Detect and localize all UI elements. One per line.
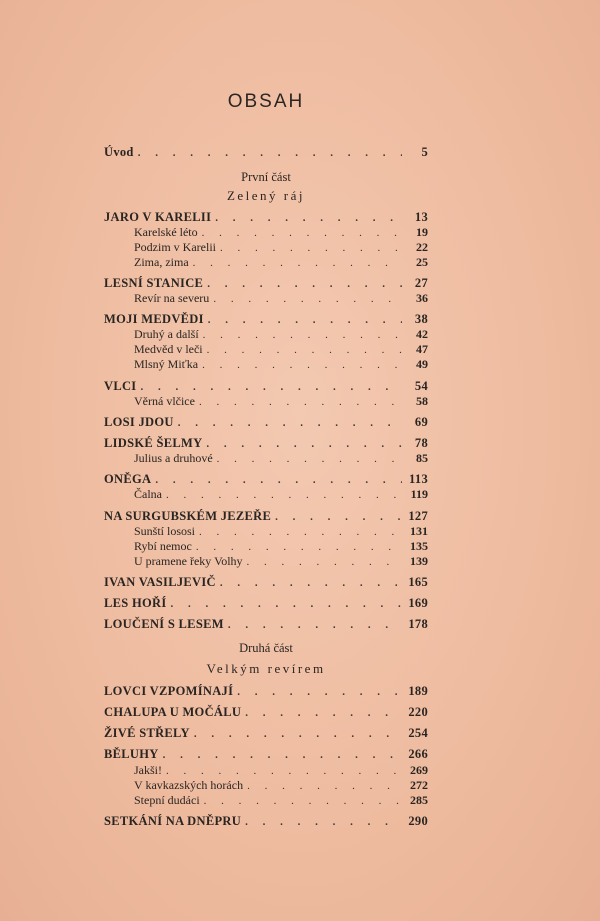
toc-label: Věrná vlčice	[134, 394, 195, 408]
toc-entry	[134, 341, 428, 357]
toc-page-number: 58	[416, 394, 428, 408]
toc-label: NA SURGUBSKÉM JEZEŘE	[104, 509, 272, 523]
leader-dots	[166, 487, 402, 503]
toc-page-number: 54	[414, 379, 428, 393]
toc-label: Čalna	[134, 487, 162, 501]
toc-page-number: 27	[414, 276, 428, 290]
toc-label: Revír na severu	[134, 291, 210, 305]
toc-entry	[134, 777, 428, 793]
toc-page-number: 13	[414, 210, 428, 224]
toc-page-number: 189	[408, 684, 428, 698]
toc-page-number: 169	[408, 596, 428, 610]
toc-entry-intro	[104, 144, 428, 160]
toc-page-number: 135	[410, 539, 428, 553]
part-title: Zelený ráj	[226, 188, 306, 203]
toc-label: MOJI MEDVĚDI	[104, 312, 204, 326]
toc-label: Stepní dudáci	[134, 793, 200, 807]
toc-page-number: 178	[408, 617, 428, 631]
toc-entry	[134, 326, 428, 342]
part-heading: První část	[241, 170, 291, 184]
toc-page-number: 19	[416, 225, 428, 239]
toc-label: Medvěd v leči	[134, 342, 203, 356]
toc-label: LIDSKÉ ŠELMY	[104, 436, 203, 450]
toc-entry	[104, 704, 428, 720]
leader-dots	[204, 793, 402, 809]
toc-label: ONĚGA	[104, 472, 152, 486]
toc-page-number: 25	[416, 255, 428, 269]
toc-label: Jakši!	[134, 763, 162, 777]
leader-dots	[193, 255, 402, 271]
toc-label: LESNÍ STANICE	[104, 276, 204, 290]
toc-page-number: 38	[414, 312, 428, 326]
part-title: Velkým revírem	[206, 661, 326, 676]
toc-page-number: 36	[416, 291, 428, 305]
toc-entry	[104, 595, 428, 611]
toc-entry	[134, 224, 428, 240]
leader-dots	[245, 705, 402, 721]
toc-label: ŽIVÉ STŘELY	[104, 726, 190, 740]
toc-entry	[104, 746, 428, 762]
toc-entry	[104, 683, 428, 699]
toc-label: V kavkazských horách	[134, 778, 244, 792]
toc-label: IVAN VASILJEVIČ	[104, 575, 216, 589]
toc-page-number: 69	[414, 415, 428, 429]
toc-page-number: 220	[408, 705, 428, 719]
toc-label: LOUČENÍ S LESEM	[104, 617, 224, 631]
toc-page-number: 85	[416, 451, 428, 465]
leader-dots	[199, 394, 402, 410]
toc-entry	[134, 393, 428, 409]
toc-label: Podzim v Karelii	[134, 240, 216, 254]
toc-entry	[134, 486, 428, 502]
toc-entry	[104, 275, 428, 291]
toc-page-number: 5	[421, 145, 428, 159]
toc-label: SETKÁNÍ NA DNĚPRU	[104, 814, 242, 828]
toc-page-number: 113	[409, 472, 428, 486]
toc-entry	[104, 209, 428, 225]
toc-label: Mlsný Miťka	[134, 357, 199, 371]
leader-dots	[247, 554, 402, 570]
toc-entry	[134, 290, 428, 306]
toc-label: Druhý a další	[134, 327, 199, 341]
toc-label: LOSI JDOU	[104, 415, 174, 429]
toc-entry	[134, 792, 428, 808]
toc-label: CHALUPA U MOČÁLU	[104, 705, 242, 719]
leader-dots	[220, 575, 402, 591]
toc-label: BĚLUHY	[104, 747, 159, 761]
toc-page-number: 254	[408, 726, 428, 740]
toc-entry	[134, 450, 428, 466]
toc-entry	[104, 311, 428, 327]
toc-label: Úvod	[104, 145, 134, 159]
toc-label: Zima, zima	[134, 255, 189, 269]
toc-entry	[134, 356, 428, 372]
toc-label: Rybí nemoc	[134, 539, 192, 553]
toc-entry	[134, 239, 428, 255]
leader-dots	[163, 747, 402, 763]
toc-page-number: 269	[410, 763, 428, 777]
toc-label: VLCI	[104, 379, 137, 393]
toc-entry	[104, 435, 428, 451]
leader-dots	[217, 451, 402, 467]
toc-entry	[104, 508, 428, 524]
toc-label: LES HOŘÍ	[104, 596, 167, 610]
toc-entry	[134, 538, 428, 554]
toc-page-number: 22	[416, 240, 428, 254]
toc-label: LOVCI VZPOMÍNAJÍ	[104, 684, 234, 698]
toc-entry	[104, 414, 428, 430]
leader-dots	[171, 596, 403, 612]
part-heading: Druhá část	[239, 641, 293, 655]
toc-label: Sunští lososi	[134, 524, 196, 538]
toc-page-number: 49	[416, 357, 428, 371]
toc-label: Julius a druhové	[134, 451, 213, 465]
page-title: OBSAH	[227, 91, 305, 112]
toc-entry	[134, 762, 428, 778]
toc-entry	[104, 471, 428, 487]
toc-page-number: 127	[408, 509, 428, 523]
toc-entry	[104, 725, 428, 741]
leader-dots	[213, 291, 402, 307]
toc-page-number: 42	[416, 327, 428, 341]
toc-label: U pramene řeky Volhy	[134, 554, 243, 568]
toc-page-number: 139	[410, 554, 428, 568]
leader-dots	[138, 145, 402, 161]
toc-entry	[104, 574, 428, 590]
toc-entry	[104, 378, 428, 394]
toc-page-number: 78	[414, 436, 428, 450]
toc-entry	[134, 523, 428, 539]
toc-entry	[104, 616, 428, 632]
toc-page-number: 131	[410, 524, 428, 538]
toc-entry	[134, 254, 428, 270]
toc-page-number: 119	[410, 487, 428, 501]
leader-dots	[245, 814, 402, 830]
leader-dots	[194, 726, 402, 742]
toc-page-number: 272	[410, 778, 428, 792]
toc-label: JARO V KARELII	[104, 210, 212, 224]
toc-entry	[104, 813, 428, 829]
toc-page-number: 165	[408, 575, 428, 589]
toc-page-number: 47	[416, 342, 428, 356]
leader-dots	[178, 415, 402, 431]
toc-label: Karelské léto	[134, 225, 198, 239]
leader-dots	[202, 357, 402, 373]
leader-dots	[237, 684, 402, 700]
toc-page-number: 285	[410, 793, 428, 807]
leader-dots	[228, 617, 402, 633]
toc-entry	[134, 553, 428, 569]
toc-page-number: 266	[408, 747, 428, 761]
toc-page-number: 290	[408, 814, 428, 828]
